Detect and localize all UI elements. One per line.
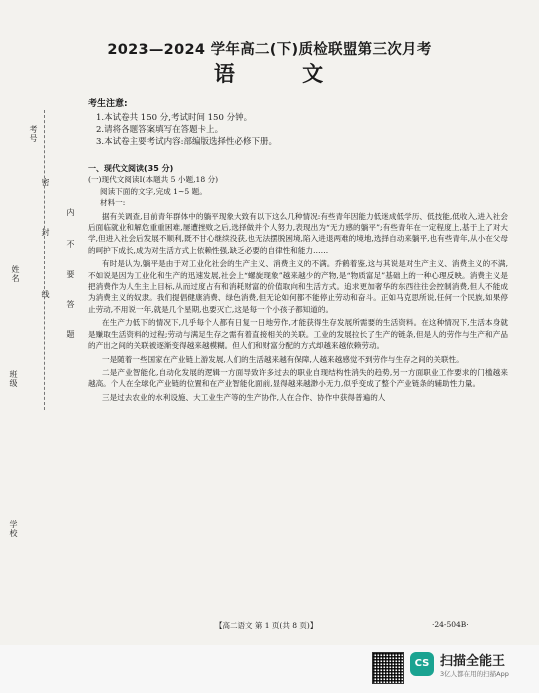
gutter-label-yao: 要 (66, 270, 75, 279)
exam-code: ·24-504B· (432, 620, 469, 629)
subject-title: 语 文 (213, 61, 354, 86)
paragraph: 二是产业智能化,自动化发展的逻辑一方面导致许多过去的职业自现结构性消失的趋势,另一方面职业工作要求的门槛越来越高。个人在全球化产业链的位置和在产业智能化面前,显得越来越渺小无力,似乎变成了整个产业链条的辅助性力量。 (88, 367, 508, 389)
paragraph: 三是过去农业的水利设施、大工业生产等的生产协作,人在合作、协作中获得普遍的人 (102, 392, 386, 402)
section-heading: 一、现代文阅读(35 分) (88, 164, 174, 173)
reading-section (88, 163, 508, 403)
paragraph: 一是随着一些国家在产业链上游发展,人们的生活越来越有保障,人越来越感觉不到劳作与生存之间的关联性。 (102, 354, 464, 364)
candidate-notice (88, 98, 277, 148)
subsection-heading: (一)现代文阅读Ⅰ(本题共 5 小题,18 分) (88, 175, 219, 185)
gutter-label-xian: 线 (41, 290, 50, 299)
exam-title: 2023—2024 学年高二(下)质检联盟第三次月考 (107, 42, 432, 58)
gutter-label-mi: 密 (41, 178, 50, 187)
gutter-label-bu: 不 (66, 240, 75, 249)
notice-item: 1.本试卷共 150 分,考试时间 150 分钟。 (96, 113, 253, 123)
gutter-label-feng: 封 (41, 228, 50, 237)
qr-code-icon[interactable] (372, 652, 404, 684)
page-footer (0, 620, 539, 632)
gutter-label-ti: 题 (66, 330, 75, 339)
page-number: 【高二语文 第 1 页(共 8 页)】 (215, 621, 318, 630)
notice-item: 2.请将各题答案填写在答题卡上。 (96, 125, 224, 135)
paragraph: 据有关调查,目前青年群体中的躺平现象大致有以下这么几种情况:有些青年因能力低迷成低学历、低技能,低收入,进入社会后面临就业和解危重重困难,屡遭挫败之后,选择做并个人努力,表现出为“无力感的躺平”;有些青年在一定程度上,基于上了对大学,但进入社会后发展不顺利,既不甘心继续没获,也无法摆脱困境,陷入进退两难的境地,选择自动来躺平,也有些青年,从小在父母的呵护下成长,成为对生活方式上依赖性强,缺乏必要的自律性和能力…… (88, 211, 508, 255)
camscanner-logo: CS (410, 652, 434, 676)
gutter-label-name: 姓名 (11, 265, 20, 283)
brand-name: 扫描全能王 (440, 654, 506, 669)
material-label: 材料一: (100, 198, 126, 208)
gutter-label-school: 学校 (9, 520, 18, 538)
brand-tagline: 3亿人都在用的扫描App (440, 670, 509, 678)
paragraph: 有时是认为,躺平是由于对工业化社会的生产主义、消费主义的不满。乔鹤着鉴,这与其说是对生产主义、消费主义的不满,不如说是因为工业化和生产的迅速发展,社会上“螺旋现象”越来越少的产物,是“物质富足”基础上的一种心理反映。消费主义是把消费作为人生主上目标,从而过度占有和消耗财富的价值取向和生活方式。追求更加奢华的东西往往会控制消费,但人不能成为消费主义的奴隶。我们提倡健康消费、绿色消费,但无论如何都不能停止劳动和奋斗。正如马克思所说,任何一个民族,如果停止劳动,不用说一年,就是几个星期,也要灭亡,这是每一个小孩子都知道的。 (88, 259, 508, 314)
paragraph: 在生产力低下的情况下,几乎每个人都有日复一日地劳作,才能获得生存发展所需要的生活资料。在这种情况下,生活本身就是赚取生活资料的过程;劳动与满足生存之需有着直接相关的关联。工业的发展拉长了生产的链条,但是人的劳作与生产和产品的产出之间的关联被逐渐变得越来越模糊。但人们和财富分配的方式却越来越依赖劳动。 (88, 318, 508, 351)
gutter-label-class: 班级 (9, 370, 18, 388)
instruction: 阅读下面的文字,完成 1~5 题。 (100, 186, 207, 196)
gutter-label-nei: 内 (66, 208, 75, 217)
gutter-label-da: 答 (66, 300, 75, 309)
gutter-label-exam-number: 考号 (29, 125, 38, 143)
notice-heading: 考生注意: (88, 99, 128, 109)
seal-gutter (9, 125, 75, 590)
notice-item: 3.本试卷主要考试内容:部编版选择性必修下册。 (96, 137, 277, 147)
